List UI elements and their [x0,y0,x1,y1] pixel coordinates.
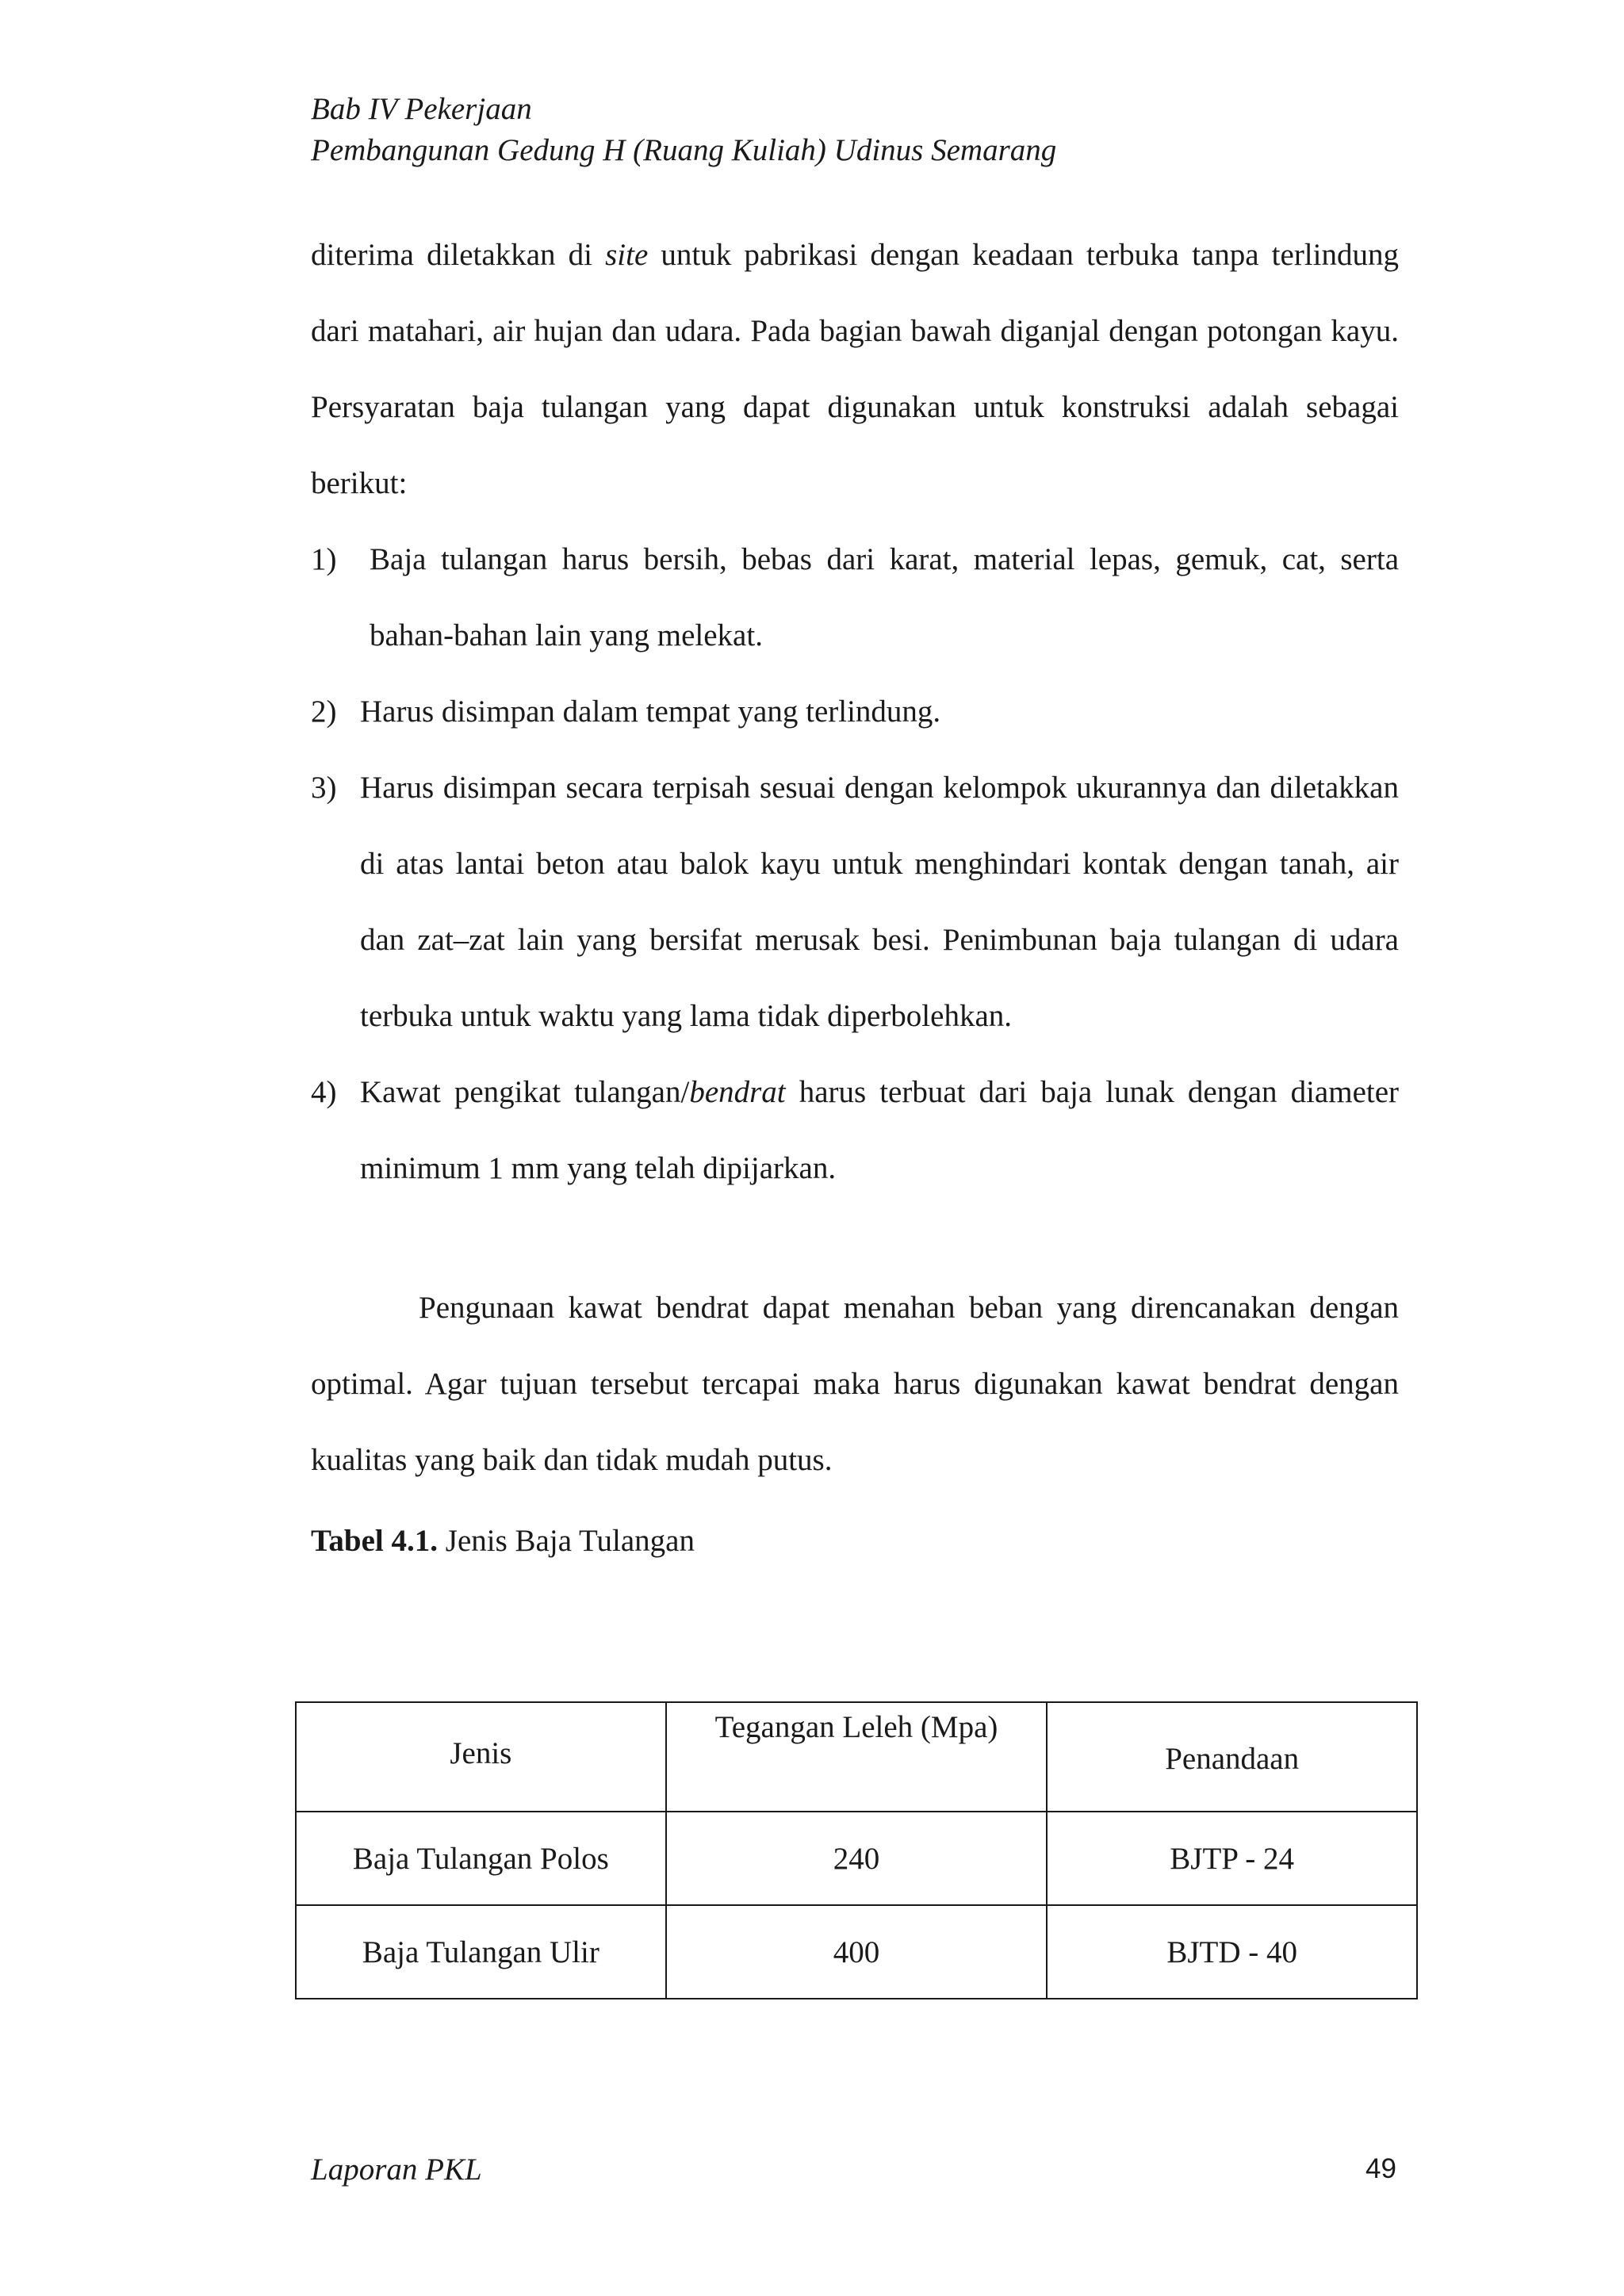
list-item-number: 4) [311,1075,337,1109]
table-caption [311,1521,695,1562]
table-cell: 240 [666,1812,1048,1905]
intro-text-1: diterima diletakkan di [311,238,606,272]
header-chapter: Bab IV Pekerjaan [311,92,532,126]
footer-report-label: Laporan PKL [311,2152,482,2187]
table-header-cell: Penandaan [1047,1702,1417,1812]
list-item-text: Harus disimpan dalam tempat yang terlindung. [360,695,941,729]
table-row [296,1905,1417,1999]
table-caption-title: Jenis Baja Tulangan [438,1524,695,1558]
header-project: Pembangunan Gedung H (Ruang Kuliah) Udinus Semarang [311,133,1057,167]
table-header-cell: Jenis [296,1702,666,1812]
table-row [296,1812,1417,1905]
list-item-text-after: harus terbuat dari baja lunak dengan diameter minimum 1 mm yang telah dipijarkan. [360,1075,1400,1185]
list-item [311,674,1399,750]
page-header [311,89,1405,171]
table-cell: BJTD - 40 [1047,1905,1417,1999]
requirements-list [311,522,1399,1207]
table-cell: Baja Tulangan Ulir [296,1905,666,1999]
steel-type-table [295,1701,1418,1999]
table-cell: BJTP - 24 [1047,1812,1417,1905]
bendrat-paragraph-text: Pengunaan kawat bendrat dapat menahan beban yang direncanakan dengan optimal. Agar tujuan tersebut tercapai maka harus digunakan kawat bendrat dengan kualitas yang baik dan tidak mudah putus. [311,1291,1399,1477]
table-header-cell: Tegangan Leleh (Mpa) [666,1702,1048,1812]
bendrat-paragraph [311,1270,1399,1498]
intro-paragraph [311,217,1399,522]
intro-text-2: untuk pabrikasi dengan keadaan terbuka tanpa terlindung dari matahari, air hujan dan udara. Pada bagian bawah diganjal dengan potongan kayu. Persyaratan baja tulangan yang dapat digunakan untuk konstruksi adalah sebagai berikut: [311,238,1399,500]
list-item [311,522,1399,674]
page-number: 49 [1365,2153,1396,2184]
list-item [311,1054,1399,1207]
table-header-row [296,1702,1417,1812]
list-item-italic-term: bendrat [689,1075,786,1109]
list-item-text-before: Kawat pengikat tulangan/ [360,1075,690,1109]
list-item [311,750,1399,1054]
table-cell: Baja Tulangan Polos [296,1812,666,1905]
list-item-number: 2) [311,695,337,729]
list-item-text: Harus disimpan secara terpisah sesuai dengan kelompok ukurannya dan diletakkan di atas lantai beton atau balok kayu untuk menghindari kontak dengan tanah, air dan zat–zat lain yang bersifat merusak besi. Penimbunan baja tulangan di udara terbuka untuk waktu yang lama tidak diperbolehkan. [360,771,1399,1033]
list-item-number: 3) [311,771,337,805]
intro-site-term: site [605,238,649,272]
table-cell: 400 [666,1905,1048,1999]
table-caption-label: Tabel 4.1. [311,1524,439,1558]
list-item-text: Baja tulangan harus bersih, bebas dari karat, material lepas, gemuk, cat, serta bahan-bahan lain yang melekat. [370,542,1399,652]
list-item-number: 1) [311,542,337,576]
